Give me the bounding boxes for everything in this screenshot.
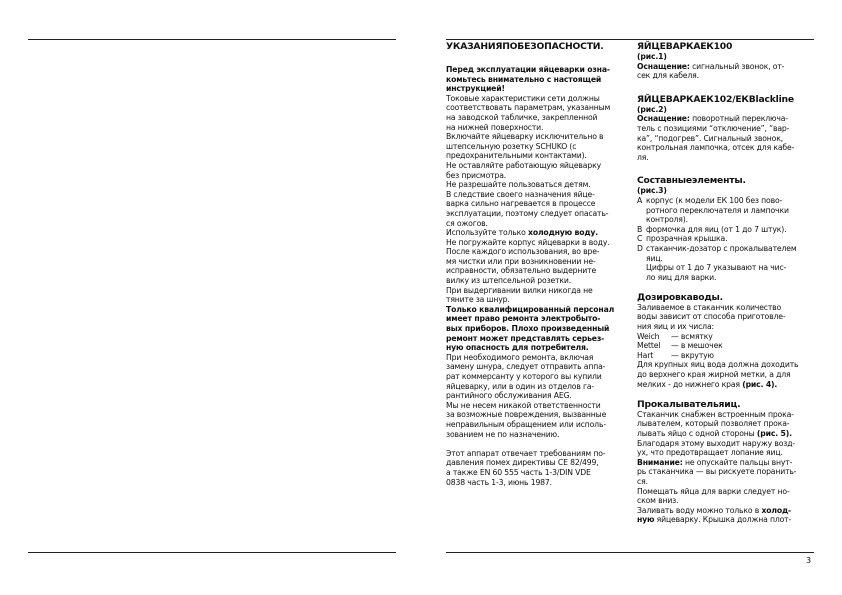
text-line: предохранительными контактами). xyxy=(446,151,587,161)
safety-column xyxy=(446,41,628,487)
text-line: воды зависит от способа приготовле- xyxy=(637,312,786,322)
text-line: Не погружайте корпус яйцеварки в воду. xyxy=(446,237,610,247)
ek100-heading: ЯЙЦЕВАРКАЕК100 xyxy=(637,41,733,52)
text-line: В следствие своего назначения яйце- xyxy=(446,189,595,199)
dosing-german: Hart xyxy=(637,350,654,360)
text-line: эксплуатации, поэтому следует опасать- xyxy=(446,208,609,218)
text-line: Токовые характеристики сети должны xyxy=(446,93,600,103)
text-line: яиц. xyxy=(646,253,663,263)
component-key: C xyxy=(637,234,643,244)
text-line: 0838 часть 1-3, июнь 1987. xyxy=(446,477,552,487)
text-line: После каждого использования, во вре- xyxy=(446,247,600,257)
text-line: зованием не по назначению. xyxy=(446,429,560,439)
piercer-heading: Прокалывательяиц. xyxy=(637,398,741,410)
text-line: давления помех директивы CE 82/499, xyxy=(446,458,599,468)
text-line: тяните за шнур. xyxy=(446,295,510,305)
text-line: ля. xyxy=(637,152,649,162)
text-line: вилку из штепсельной розетки. xyxy=(446,276,572,286)
text-line: ся. xyxy=(637,476,648,486)
text-line: Для крупных яиц вода должна доходить xyxy=(637,360,799,370)
right-page-top-rule xyxy=(446,39,814,40)
text-line: контроля). xyxy=(646,215,688,225)
text-line: до верхнего края жирной метки, а для xyxy=(637,370,791,380)
cold-emphasis: ную xyxy=(637,515,655,525)
text-line: лывателем, который позволяет прока- xyxy=(637,419,790,429)
figure-ref: (рис. 4). xyxy=(742,379,778,389)
dosing-german: Weich xyxy=(637,331,660,341)
text-run: не опускайте пальцы внут- xyxy=(682,457,793,467)
text-line: ка”, “подогрев”. Сигнальный звонок, xyxy=(637,133,784,143)
component-item xyxy=(637,196,817,225)
text-line: замену шнура, следует отправить аппа- xyxy=(446,362,606,372)
text-line: ском вниз. xyxy=(637,496,679,506)
dosing-row xyxy=(637,332,817,342)
text-run: Заливать воду можно только в xyxy=(637,505,762,515)
component-key: D xyxy=(637,243,643,253)
text-line: мя чистки или при возникновении не- xyxy=(446,256,596,266)
text-line: прозрачная крышка. xyxy=(646,234,728,244)
text-run: сигнальный звонок, от- xyxy=(689,61,785,71)
text-line: Не оставляйте работающую яйцеварку xyxy=(446,160,601,170)
intro-bold-line: инструкцией! xyxy=(446,84,505,94)
text-line: варка сильно нагревается в процессе xyxy=(446,199,596,209)
dosing-russian: — вкрутую xyxy=(671,350,714,360)
text-line: Стаканчик снабжен встроенным прока- xyxy=(637,409,794,419)
right-page-bottom-rule xyxy=(446,552,814,553)
component-item xyxy=(637,234,817,244)
text-line: ся ожогов. xyxy=(446,218,488,228)
text-line: формочка для яиц (от 1 до 7 штук). xyxy=(646,224,787,234)
text-line: без присмотра. xyxy=(446,170,507,180)
left-page-top-rule xyxy=(28,39,396,40)
text-line: корпус (к модели ЕК 100 без пово- xyxy=(646,195,783,205)
components-figure-ref: (рис.3) xyxy=(637,186,667,196)
text-run: поворотный переключа- xyxy=(689,114,788,124)
text-line: яйцеварку, или в один из отделов га- xyxy=(446,381,595,391)
dosing-heading: Дозировкаводы. xyxy=(637,291,723,303)
figure-ref: (рис. 5). xyxy=(756,429,792,438)
component-item xyxy=(637,244,817,282)
equipment-label: Оснащение: xyxy=(637,61,690,71)
text-line: соответствовать параметрам, указанным xyxy=(446,103,611,113)
text-line: ротного переключателя и лампочки xyxy=(646,205,789,215)
warning-bold-line: имеет право ремонта электробыто- xyxy=(446,314,601,324)
text-line: на нижней поверхности. xyxy=(446,122,544,132)
text-line: рь стаканчика — вы рискуете поранить- xyxy=(637,467,797,477)
warning-bold-line: ную опасность для потребителя. xyxy=(446,343,589,353)
text-line: Цифры от 1 до 7 указывают на чис- xyxy=(646,263,787,273)
left-page-bottom-rule xyxy=(28,552,396,553)
text-line: неправильным обращением или исполь- xyxy=(446,419,606,429)
text-run: яйцеварку. Крышка должна плот- xyxy=(654,515,792,525)
text-line: за возможные повреждения, вызванные xyxy=(446,410,607,420)
dosing-russian: — в мешочек xyxy=(671,341,723,351)
text-line xyxy=(446,228,628,238)
component-key: A xyxy=(637,195,643,205)
intro-bold-line: комьтесь внимательно с настоящей xyxy=(446,74,602,84)
text-line xyxy=(637,380,817,390)
text-line: Не разрешайте пользоваться детям. xyxy=(446,180,591,190)
text-line: При выдергивании вилки никогда не xyxy=(446,285,593,295)
text-line: рат коммерсанту у которого вы купили xyxy=(446,372,602,381)
safety-heading: УКАЗАНИЯПОБЕЗОПАСНОСТИ. xyxy=(446,41,604,52)
text-line: контрольная лампочка, отсек для кабе- xyxy=(637,143,795,153)
text-run: Используйте только xyxy=(446,228,529,238)
text-line: Благодаря этому выходит наружу возд- xyxy=(637,438,795,448)
text-line: ло яиц для варки. xyxy=(646,272,717,282)
text-line xyxy=(637,114,817,124)
ek102-heading: ЯЙЦЕВАРКАЕК102/ЕКBlackline xyxy=(637,93,794,105)
text-line: Включайте яйцеварку исключительно в xyxy=(446,132,604,142)
text-line: а также EN 60 555 часть 1-3/DIN VDE xyxy=(446,467,591,477)
product-column xyxy=(637,41,817,525)
text-run: мелких - до нижнего края xyxy=(637,379,743,389)
text-line: Помещать яйца для варки следует но- xyxy=(637,486,790,496)
warning-bold-line: вых приборов. Плохо произведенный xyxy=(446,324,610,334)
component-key: B xyxy=(637,224,643,234)
text-line: рантийного обслуживания AEG. xyxy=(446,391,572,401)
warning-bold-line: Только квалифицированный персонал xyxy=(446,304,615,314)
ek102-figure-ref: (рис.2) xyxy=(637,104,667,114)
text-line: ух, что предотвращает лопание яиц. xyxy=(637,448,783,458)
text-line: исправности, обязательно выдерните xyxy=(446,266,597,276)
text-line: стаканчик-дозатор с прокалывателем xyxy=(646,243,797,253)
text-line xyxy=(637,429,817,439)
text-line xyxy=(637,506,817,516)
dosing-row xyxy=(637,351,817,361)
equipment-label: Оснащение: xyxy=(637,114,690,124)
component-item xyxy=(637,225,817,235)
text-line: тель с позициями “отключение”, “вар- xyxy=(637,123,790,133)
components-heading: Составныеэлементы. xyxy=(637,175,746,187)
dosing-german: Mettel xyxy=(637,341,661,351)
text-line: сек для кабеля. xyxy=(637,71,699,81)
text-line: Заливаемое в стаканчик количество xyxy=(637,302,782,312)
warning-bold-line: ремонт может представлять серьез- xyxy=(446,333,605,343)
cold-water-emphasis: холодную воду. xyxy=(528,228,599,238)
text-line: на заводской табличке, закрепленной xyxy=(446,112,598,122)
text-line xyxy=(637,458,817,468)
text-line: штепсельную розетку SCHUKO (с xyxy=(446,141,577,151)
warning-label: Внимание: xyxy=(637,457,683,467)
text-line xyxy=(637,515,817,525)
dosing-row xyxy=(637,341,817,351)
ek100-figure-ref: (рис.1) xyxy=(637,52,667,61)
text-line: Мы не несем никакой ответственности xyxy=(446,400,601,410)
intro-bold-line: Перед эксплуатации яйцеварки озна- xyxy=(446,65,610,74)
text-line: При необходимого ремонта, включая xyxy=(446,352,594,362)
dosing-russian: — всмятку xyxy=(671,331,713,341)
page-number: 3 xyxy=(806,556,812,565)
text-line: Этот аппарат отвечает требованиям по- xyxy=(446,448,606,458)
text-line xyxy=(637,62,817,72)
text-run: лывать яйцо с одной стороны xyxy=(637,429,757,438)
cold-emphasis: холод- xyxy=(761,505,792,515)
text-line: ния яиц и их числа: xyxy=(637,322,714,332)
